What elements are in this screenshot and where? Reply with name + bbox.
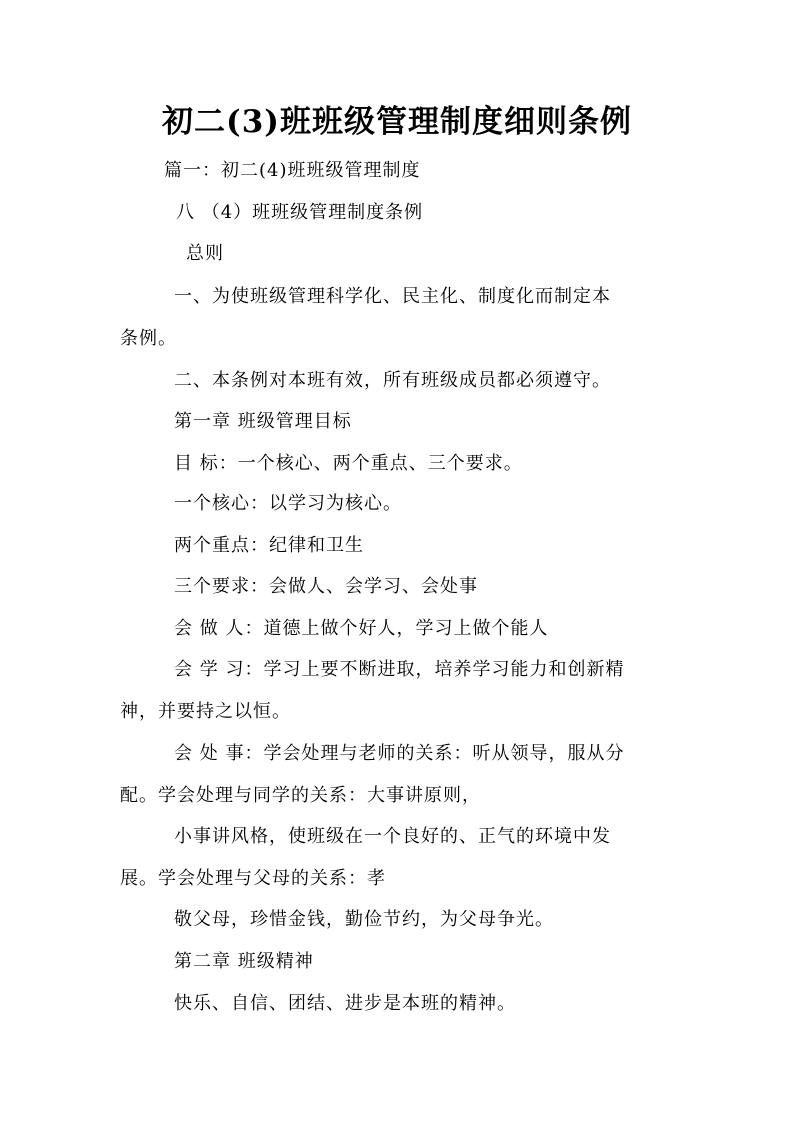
learn-line-1: 会 学 习：学习上要不断进取，培养学习能力和创新精: [174, 659, 625, 680]
general-rules-heading: 总则: [186, 243, 224, 264]
learn-line-2: 神，并要持之以恒。: [120, 701, 291, 722]
handle-line-1: 会 处 事：学会处理与老师的关系：听从领导，服从分: [174, 743, 625, 764]
document-title: 初二(3)班班级管理制度细则条例: [162, 104, 632, 140]
handle-line-3: 小事讲风格，使班级在一个良好的、正气的环境中发: [174, 826, 611, 847]
article-1-line-1: 一、为使班级管理科学化、民主化、制度化而制定本: [174, 286, 611, 307]
handle-line-2: 配。学会处理与同学的关系：大事讲原则，: [120, 785, 481, 806]
chapter-2-heading: 第二章 班级精神: [174, 951, 314, 972]
handle-line-4: 展。学会处理与父母的关系：孝: [120, 868, 386, 889]
subtitle: 八 （4）班班级管理制度条例: [176, 202, 424, 223]
article-2: 二、本条例对本班有效，所有班级成员都必须遵守。: [174, 370, 611, 391]
core-goal: 一个核心：以学习为核心。: [174, 493, 402, 514]
key-points: 两个重点：纪律和卫生: [174, 535, 364, 556]
chapter-1-heading: 第一章 班级管理目标: [174, 411, 352, 432]
section-heading: 篇一：初二(4)班班级管理制度: [164, 160, 421, 181]
requirements: 三个要求：会做人、会学习、会处事: [174, 576, 478, 597]
class-spirit: 快乐、自信、团结、进步是本班的精神。: [174, 993, 516, 1014]
be-person: 会 做 人：道德上做个好人，学习上做个能人: [174, 618, 549, 639]
handle-line-5: 敬父母，珍惜金钱，勤俭节约，为父母争光。: [174, 909, 554, 930]
article-1-line-2: 条例。: [120, 328, 177, 349]
goal-summary: 目 标：一个核心、两个重点、三个要求。: [174, 453, 523, 474]
